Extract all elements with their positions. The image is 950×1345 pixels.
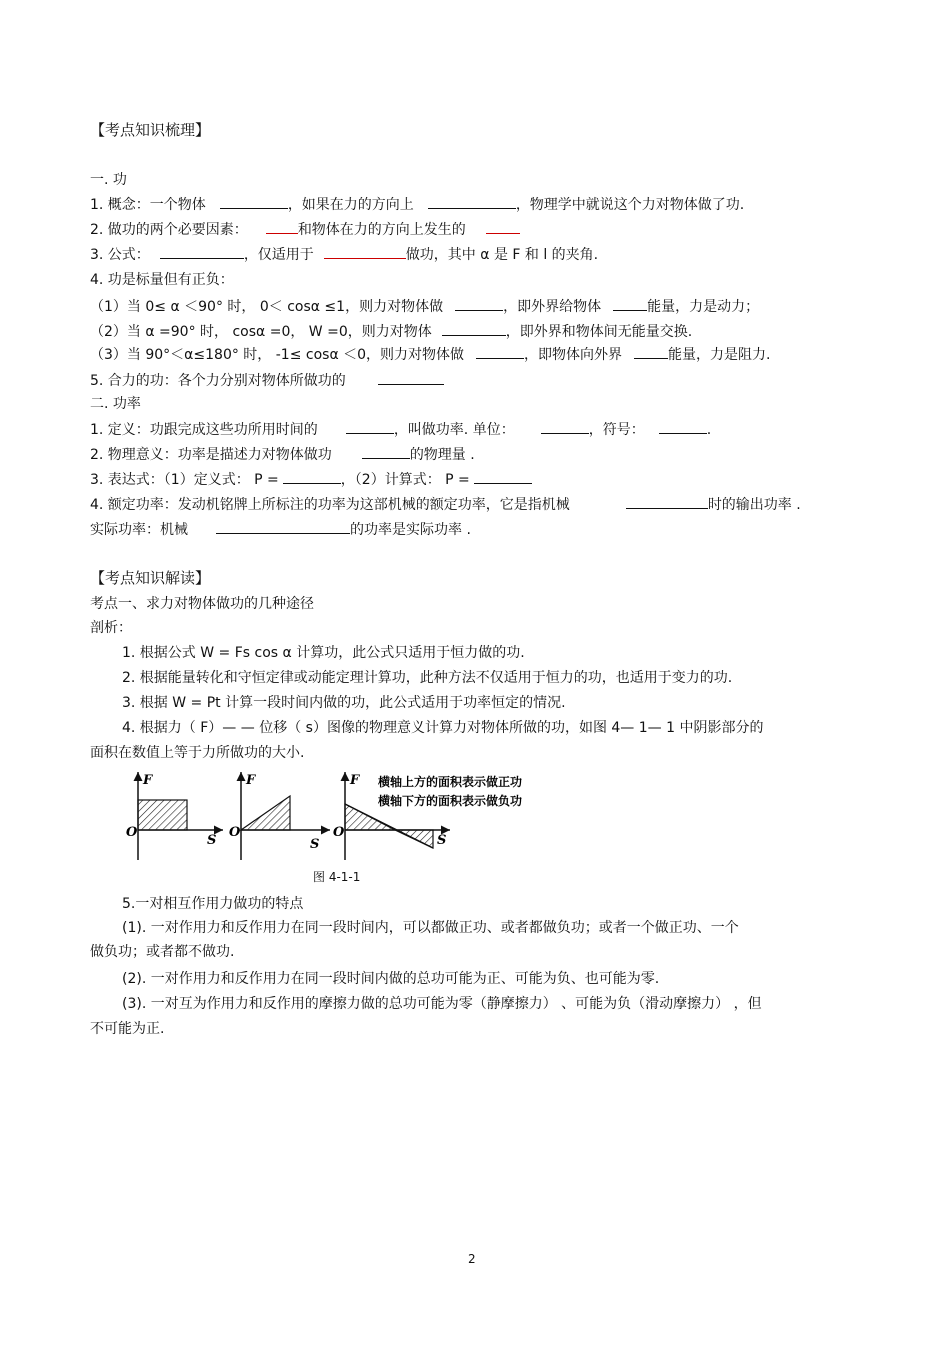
line-actual-power: 实际功率：机械 的功率是实际功率 .	[90, 519, 471, 540]
axis-label-f: F	[350, 773, 360, 788]
note-negative-work: 横轴下方的面积表示做负功	[378, 794, 523, 808]
axis-label-s: S	[207, 833, 217, 848]
answer-blank[interactable]	[613, 296, 647, 311]
answer-blank[interactable]	[541, 419, 589, 434]
point-5-1: (1). 一对作用力和反作用力在同一段时间内，可以都做正功、或者都做负功；或者一个做正功、一个	[122, 920, 739, 936]
answer-blank[interactable]	[220, 194, 288, 209]
answer-blank[interactable]	[266, 219, 298, 234]
axis-label-f: F	[143, 773, 153, 788]
line-case1: （1）当 0≤ α ＜90° 时， 0＜ cosα ≤1，则力对物体做 ，即外界给物体 能量，力是动力；	[90, 296, 759, 317]
line-power-definition: 1. 定义：功跟完成这些功所用时间的 ，叫做功率. 单位： ，符号： .	[90, 419, 711, 440]
line-power-meaning: 2. 物理意义：功率是描述力对物体做功 的物理量 .	[90, 444, 475, 465]
axis-label-f: F	[246, 773, 256, 788]
origin-label: O	[126, 825, 138, 840]
line-case3: （3）当 90°＜α≤180° 时， -1≤ cosα ＜0，则力对物体做 ，即物体向外界 能量，力是阻力.	[90, 344, 771, 365]
topic-heading: 考点一、求力对物体做功的几种途径	[90, 596, 314, 612]
answer-blank[interactable]	[283, 469, 341, 484]
point-5: 5.一对相互作用力做功的特点	[122, 896, 304, 912]
heading-work: 一. 功	[90, 172, 127, 188]
line-factors: 2. 做功的两个必要因素： 和物体在力的方向上发生的	[90, 219, 520, 240]
origin-label: O	[333, 825, 345, 840]
method-3: 3. 根据 W = Pt 计算一段时间内做的功，此公式适用于功率恒定的情况.	[122, 695, 566, 711]
answer-blank[interactable]	[160, 244, 244, 259]
answer-blank[interactable]	[659, 419, 707, 434]
figure-force-displacement	[125, 768, 565, 868]
point-5-2: (2). 一对作用力和反作用力在同一段时间内做的总功可能为正、可能为负、也可能为零.	[122, 971, 660, 987]
answer-blank[interactable]	[216, 519, 350, 534]
method-1: 1. 根据公式 W = Fs cos α 计算功，此公式只适用于恒力做的功.	[122, 645, 525, 661]
method-4-cont: 面积在数值上等于力所做功的大小.	[90, 745, 305, 761]
point-5-3: (3). 一对互为作用力和反作用的摩擦力做的总功可能为零（静摩擦力） 、可能为负（滑动摩擦力） ，但	[122, 996, 762, 1012]
line-case2: （2）当 α =90° 时， cosα =0， W =0，则力对物体 ，即外界和物体间无能量交换.	[90, 321, 692, 342]
heading-power: 二. 功率	[90, 396, 141, 412]
line-power-expression: 3. 表达式：（1）定义式： P = ，（2）计算式： P =	[90, 469, 532, 490]
line-rated-power: 4. 额定功率：发动机铭牌上所标注的功率为这部机械的额定功率，它是指机械 时的输出功率 .	[90, 494, 801, 515]
point-5-1-cont: 做负功；或者都不做功.	[90, 944, 235, 960]
answer-blank[interactable]	[486, 219, 520, 234]
line-net-work: 5. 合力的功：各个力分别对物体所做功的	[90, 370, 444, 391]
axis-label-s: S	[310, 837, 320, 852]
answer-blank[interactable]	[362, 444, 410, 459]
answer-blank[interactable]	[378, 370, 444, 385]
answer-blank[interactable]	[455, 296, 503, 311]
line-concept: 1. 概念：一个物体 ，如果在力的方向上 ，物理学中就说这个力对物体做了功.	[90, 194, 744, 215]
answer-blank[interactable]	[476, 344, 524, 359]
method-2: 2. 根据能量转化和守恒定律或动能定理计算功，此种方法不仅适用于恒力的功，也适用于变力的功.	[122, 670, 733, 686]
analysis-label: 剖析：	[90, 620, 132, 636]
answer-blank[interactable]	[626, 494, 708, 509]
note-positive-work: 横轴上方的面积表示做正功	[378, 775, 523, 789]
page-number: 2	[468, 1252, 476, 1266]
answer-blank[interactable]	[634, 344, 668, 359]
answer-blank[interactable]	[442, 321, 506, 336]
answer-blank[interactable]	[324, 244, 406, 259]
section-title-interpretation: 【考点知识解读】	[90, 569, 211, 587]
figure-caption: 图 4-1-1	[313, 870, 361, 884]
answer-blank[interactable]	[474, 469, 532, 484]
point-5-3-cont: 不可能为正.	[90, 1021, 165, 1037]
answer-blank[interactable]	[346, 419, 394, 434]
line-formula: 3. 公式： ，仅适用于 做功，其中 α 是 F 和 l 的夹角.	[90, 244, 598, 265]
method-4: 4. 根据力（ F）— — 位移（ s）图像的物理意义计算力对物体所做的功，如图 4— 1— 1 中阴影部分的	[122, 720, 764, 736]
line-scalar: 4. 功是标量但有正负：	[90, 272, 234, 288]
answer-blank[interactable]	[428, 194, 516, 209]
section-title-review: 【考点知识梳理】	[90, 121, 211, 139]
origin-label: O	[229, 825, 241, 840]
axis-label-s: S	[437, 833, 447, 848]
